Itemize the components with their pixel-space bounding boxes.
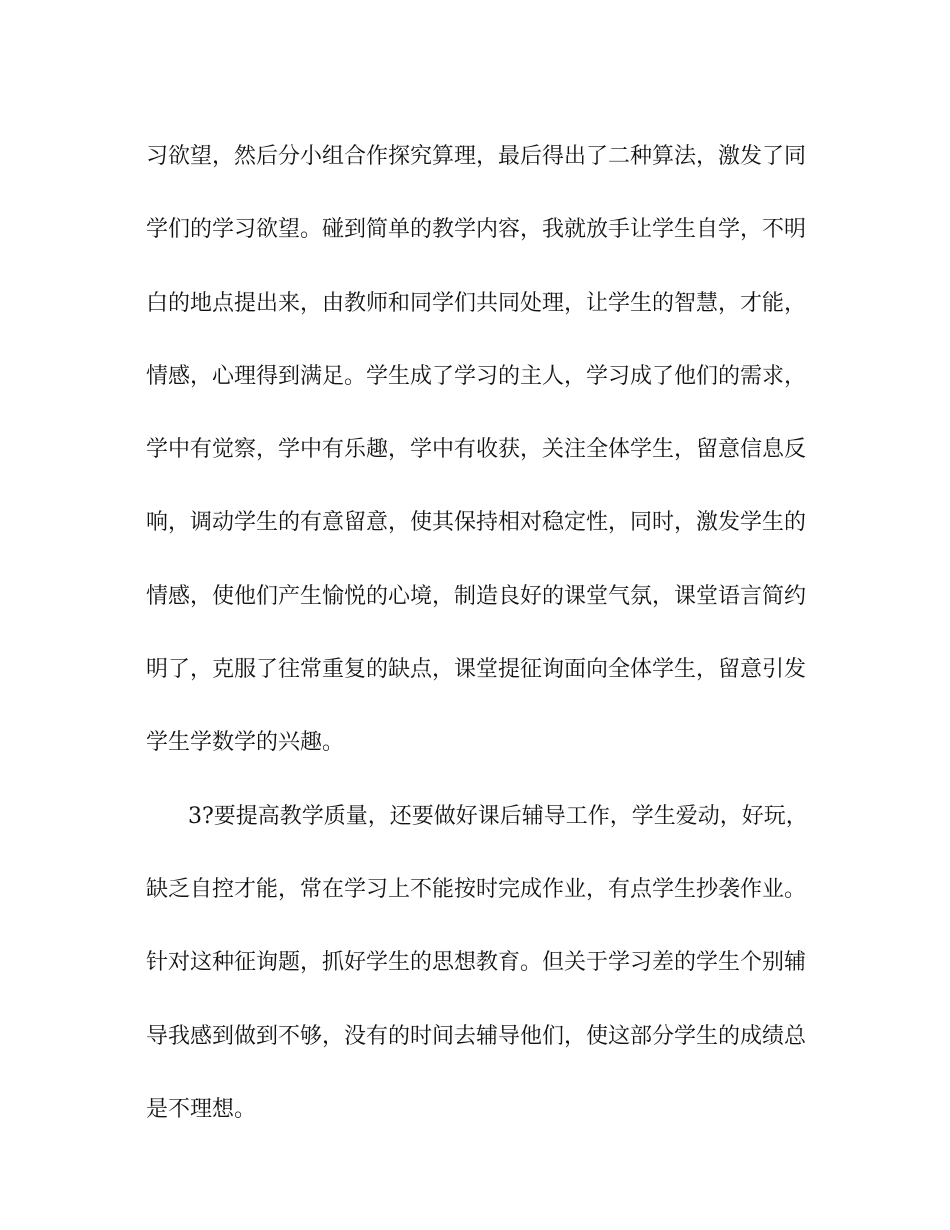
text-line: 白的地点提出来，由教师和同学们共同处理，让学生的智慧，才能， bbox=[146, 290, 807, 316]
paragraph-1 bbox=[146, 120, 806, 780]
text-line: 学生学数学的兴趣。 bbox=[146, 730, 345, 756]
text-line: 3?要提高教学质量，还要做好课后辅导工作，学生爱动，好玩， bbox=[188, 803, 808, 829]
text-line: 明了，克服了往常重复的缺点，课堂提征询面向全体学生，留意引发 bbox=[146, 657, 807, 683]
text-line: 学们的学习欲望。碰到简单的教学内容，我就放手让学生自学，不明 bbox=[146, 217, 807, 243]
text-line: 习欲望，然后分小组合作探究算理，最后得出了二种算法，激发了同 bbox=[146, 144, 807, 169]
text-line: 响，调动学生的有意留意，使其保持相对稳定性，同时，激发学生的 bbox=[146, 510, 807, 536]
text-line: 情感，使他们产生愉悦的心境，制造良好的课堂气氛，课堂语言简约 bbox=[146, 583, 807, 609]
text-line: 情感，心理得到满足。学生成了学习的主人，学习成了他们的需求， bbox=[146, 363, 807, 389]
text-line: 缺乏自控才能，常在学习上不能按时完成作业，有点学生抄袭作业。 bbox=[146, 876, 807, 902]
text-line: 学中有觉察，学中有乐趣，学中有收获，关注全体学生，留意信息反 bbox=[146, 437, 807, 463]
text-line: 是不理想。 bbox=[146, 1096, 257, 1122]
text-line: 导我感到做到不够，没有的时间去辅导他们，使这部分学生的成绩总 bbox=[146, 1023, 807, 1049]
text-line: 针对这种征询题，抓好学生的思想教育。但关于学习差的学生个别辅 bbox=[146, 950, 807, 976]
body-text bbox=[146, 120, 806, 1146]
paragraph-2 bbox=[146, 780, 806, 1146]
